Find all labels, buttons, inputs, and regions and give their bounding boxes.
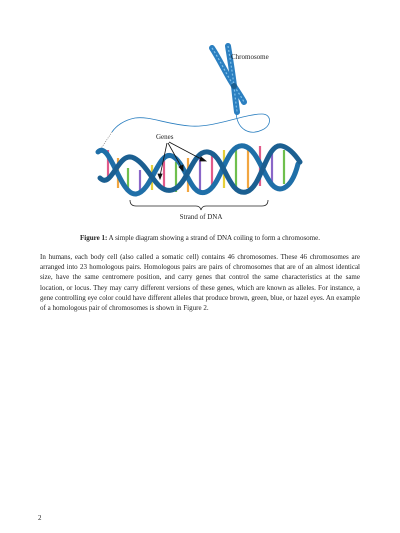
caption-text: A simple diagram showing a strand of DNA coiling to form a chromosome. <box>107 234 320 242</box>
page-number: 2 <box>38 514 42 522</box>
strand-brace <box>130 200 268 210</box>
caption-label: Figure 1: <box>80 234 108 242</box>
strand-label: Strand of DNA <box>179 213 223 221</box>
genes-arrows <box>158 142 206 179</box>
chromosome-label: Chromosome <box>231 53 269 61</box>
figure-caption <box>40 234 360 243</box>
genes-label: Genes <box>156 133 174 141</box>
connecting-strand <box>112 110 270 132</box>
dna-chromosome-figure <box>0 0 400 230</box>
dna-strand-icon <box>98 146 300 194</box>
body-paragraph: In humans, each body cell (also called a somatic cell) contains 46 chromosomes. These 46 chromosomes are arranged into 23 homologous pairs. Homologous pairs are pairs of chromosomes that are of an almost identical size, have the same centromere position, and carry genes that control the same characteristics at the same location, or locus. They may carry different versions of these genes, which are known as alleles. For instance, a gene controlling eye color could have different alleles that produce brown, green, blue, or hazel eyes. An example of a homologous pair of chromosomes is shown in Figure 2. <box>40 253 360 313</box>
